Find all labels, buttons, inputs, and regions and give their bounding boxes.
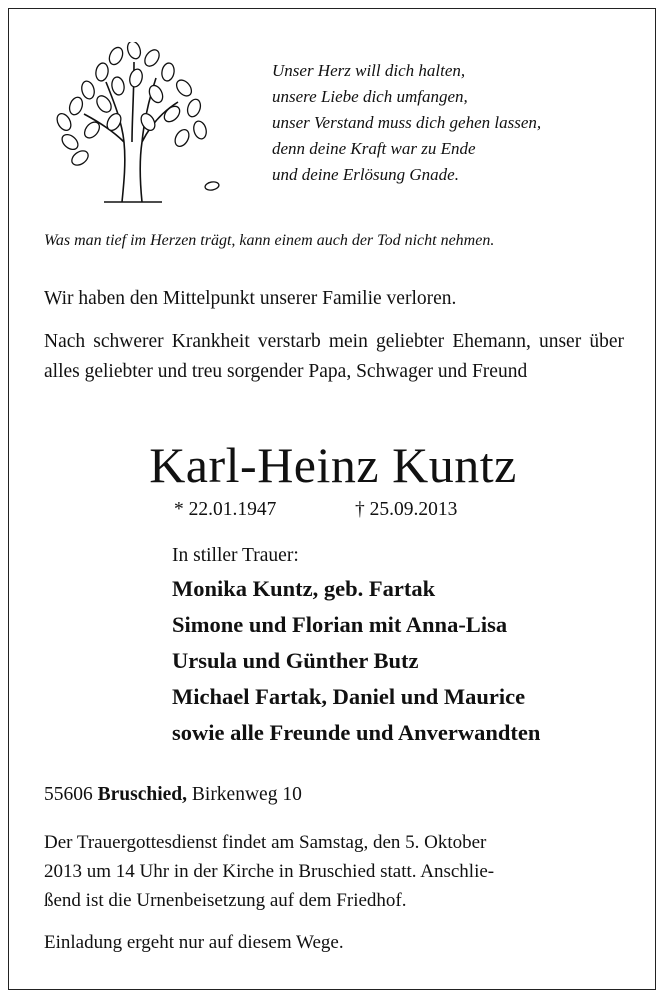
service-line: ßend ist die Urnenbeisetzung auf dem Friedhof. [44, 890, 407, 911]
poem-line: unser Verstand muss dich gehen lassen, [272, 113, 542, 132]
tree-icon [44, 42, 224, 208]
address-postcode: 55606 [44, 784, 93, 805]
deceased-name: Karl-Heinz Kuntz [149, 437, 517, 493]
birth-date: * 22.01.1947 [174, 499, 277, 520]
service-line: Der Trauergottesdienst findet am Samstag, den 5. Oktober [44, 832, 487, 853]
address-town: Bruschied, [97, 784, 188, 805]
announcement-text: Nach schwerer Krankheit verstarb mein geliebter Ehemann, unser über alles geliebter und treu sorgender Papa, Schwager und Freund [44, 331, 624, 382]
mourners-list [172, 571, 540, 751]
service-line: 2013 um 14 Uhr in der Kirche in Bruschied statt. Anschlie- [44, 861, 495, 882]
mourner-name: Simone und Florian mit Anna-Lisa [172, 612, 508, 637]
poem-line: unsere Liebe dich umfangen, [272, 87, 468, 106]
mourner-name: sowie alle Freunde und Anverwandten [172, 720, 541, 745]
poem-line: und deine Erlösung Gnade. [272, 165, 459, 184]
mourner-name: Ursula und Günther Butz [172, 648, 419, 673]
death-date: † 25.09.2013 [355, 499, 458, 520]
mourners-intro: In stiller Trauer: [172, 545, 299, 566]
intro-text: Wir haben den Mittelpunkt unserer Familie verloren. [44, 288, 457, 309]
address [44, 781, 302, 809]
poem-line: denn deine Kraft war zu Ende [272, 139, 476, 158]
poem-line: Unser Herz will dich halten, [272, 61, 466, 80]
service-info [44, 828, 624, 915]
mourner-name: Monika Kuntz, geb. Fartak [172, 576, 436, 601]
invitation-note: Einladung ergeht nur auf diesem Wege. [44, 932, 344, 953]
poem [272, 58, 541, 188]
mourner-name: Michael Fartak, Daniel und Maurice [172, 684, 526, 709]
address-street: Birkenweg 10 [191, 784, 302, 805]
quote: Was man tief im Herzen trägt, kann einem auch der Tod nicht nehmen. [44, 232, 495, 249]
